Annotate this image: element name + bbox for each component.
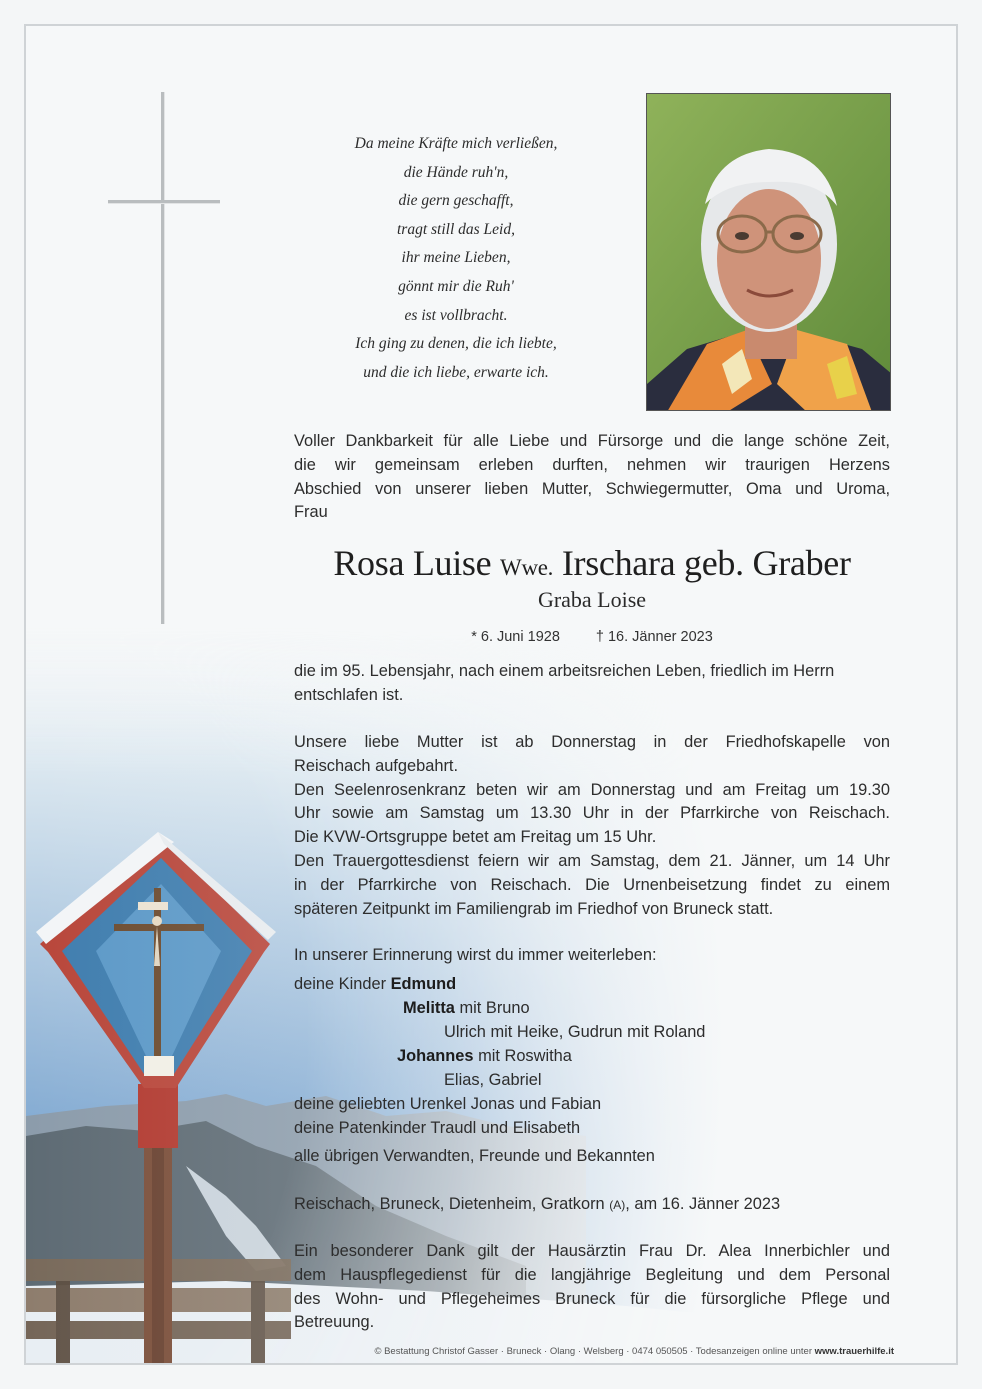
death-date: † 16. Jänner 2023 [595,629,713,645]
child-name: Edmund [390,975,457,993]
family-child3-row [397,1044,572,1068]
nickname: Graba Loise [537,587,647,612]
grandchildren-row: Ulrich mit Heike, Gudrun mit Roland [444,1023,706,1041]
poem-line: Da meine Kräfte mich verließen, [354,135,558,152]
thanks-line: des Wohn- und Pflegeheimes Bruneck für die fürsorgliche Pflege und [294,1289,890,1308]
first-name: Rosa Luise [333,543,492,583]
thanks-line: dem Hauspflegedienst für die langjährige Begleitung und dem Personal [294,1265,890,1284]
widow-abbr: Wwe. [500,555,554,580]
thanks-line: Ein besonderer Dank gilt der Hausärztin Frau Dr. Alea Innerbichler und [294,1242,890,1260]
arrangement-line: Den Trauergottesdienst feiern wir am Samstag, dem 21. Jänner, um 14 Uhr [294,851,890,870]
poem-line: die gern geschafft, [398,192,514,210]
thanks-line: Betreuung. [294,1313,375,1332]
poem-line: gönnt mir die Ruh' [398,277,514,295]
country-code: (A) [609,1198,626,1212]
arrangement-line: Reischach aufgebahrt. [294,756,459,775]
deceased-name [294,541,890,590]
poem-line: die Hände ruh'n, [403,163,509,181]
passing-line: die im 95. Lebensjahr, nach einem arbeitsreichen Leben, friedlich im Herrn [294,662,835,680]
places: Reischach, Bruneck, Dietenheim, Gratkorn [294,1195,605,1213]
poem-line: und die ich liebe, erwarte ich. [363,363,549,381]
arrangements [294,731,890,921]
family-child2-row [403,996,530,1020]
children-label: deine Kinder [294,975,387,993]
cross-vertical [161,92,164,624]
godchildren-row: deine Patenkinder Traudl und Elisabeth [294,1119,581,1137]
relatives-row: alle übrigen Verwandten, Freunde und Bekannten [294,1147,655,1165]
poem-line: es ist vollbracht. [404,306,508,324]
arrangement-line: Uhr sowie am Samstag um 13.30 Uhr in der Pfarrkirche von Reischach. [294,804,890,823]
intro-line: Voller Dankbarkeit für alle Liebe und Fürsorge und die lange schöne Zeit, [294,432,890,450]
intro-frau: Frau [294,503,328,521]
remembrance-text: In unserer Erinnerung wirst du immer weiterleben: [294,946,657,964]
poem-line: ihr meine Lieben, [401,249,511,267]
arrangement-line: späteren Zeitpunkt im Familiengrab im Friedhof von Bruneck statt. [294,899,774,918]
obituary-card [24,24,958,1365]
poem [296,130,616,387]
date-line: , am 16. Jänner 2023 [625,1195,781,1213]
portrait-photo [646,93,891,411]
arrangement-line: Unsere liebe Mutter ist ab Donnerstag in der Friedhofskapelle von [294,733,890,751]
footer-text: © Bestattung Christof Gasser · Bruneck · Olang · Welsberg · 0474 050505 · Todesanzeigen online unter [374,1346,812,1357]
place-date [294,1192,780,1217]
last-name: Irschara geb. Graber [561,543,851,583]
grandchildren-row: Elias, Gabriel [444,1071,542,1089]
child-name: Melitta [403,999,455,1017]
arrangement-line: Die KVW-Ortsgruppe betet am Freitag um 15 Uhr. [294,828,657,847]
arrangement-line: Den Seelenrosenkranz beten wir am Donnerstag und am Freitag um 19.30 [294,780,890,799]
birth-date: * 6. Juni 1928 [471,629,560,645]
child-partner: mit Bruno [459,999,530,1017]
poem-line: Ich ging zu denen, die ich liebte, [355,335,557,353]
arrangement-line: in der Pfarrkirche von Reischach. Die Urnenbeisetzung findet zu einem [294,875,890,894]
poem-line: tragt still das Leid, [397,220,515,238]
intro-line: Abschied von unserer lieben Mutter, Schwiegermutter, Oma und Uroma, [294,479,890,498]
family-children-row [294,972,456,996]
great-grandchildren-row: deine geliebten Urenkel Jonas und Fabian [294,1095,602,1113]
child-partner: mit Roswitha [478,1047,572,1065]
footer-url[interactable]: www.trauerhilfe.it [814,1346,894,1357]
life-dates [294,627,890,647]
passing-text [294,660,890,708]
thanks-text [294,1240,890,1335]
footer [26,1345,958,1359]
passing-line: entschlafen ist. [294,685,404,704]
cross-horizontal [108,200,220,203]
intro-text [294,430,890,501]
child-name: Johannes [397,1047,474,1065]
intro-line: die wir gemeinsam erleben durften, nehmen wir traurigen Herzens [294,455,890,474]
